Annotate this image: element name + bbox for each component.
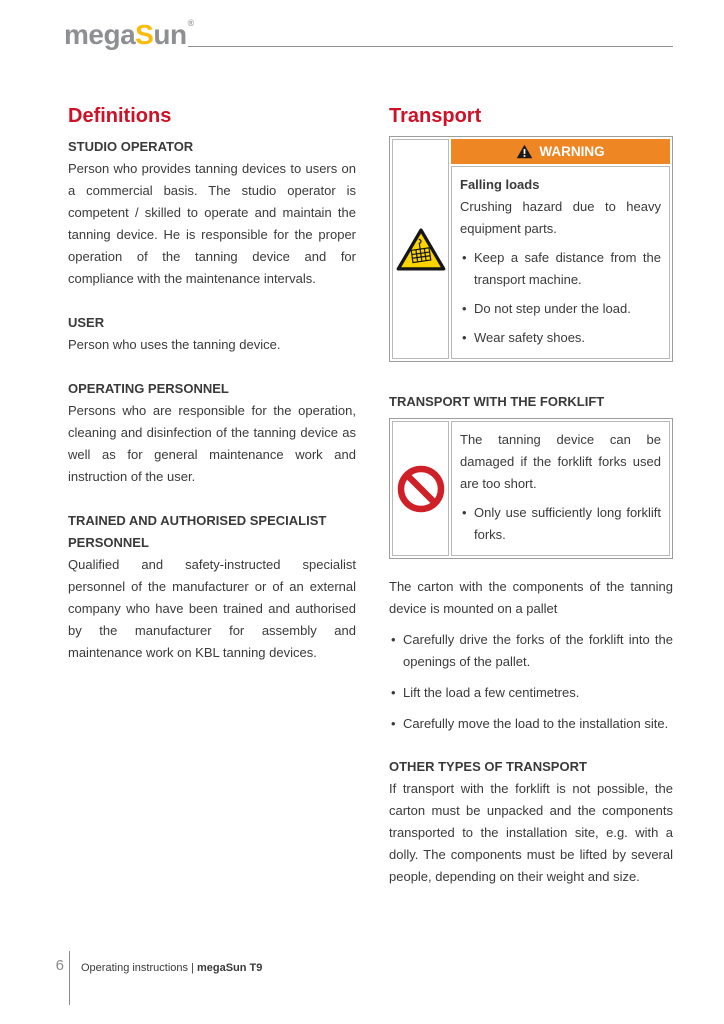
carton-intro: The carton with the components of the tanning device is mounted on a pallet	[389, 579, 673, 616]
forklift-box-icon-cell	[392, 421, 449, 556]
warning-box-content	[451, 166, 670, 359]
section-user	[68, 312, 356, 356]
warning-subject: Falling loads	[460, 177, 540, 192]
forklift-box-bullet-list	[460, 495, 661, 546]
megasun-logo	[64, 18, 194, 51]
carton-instructions	[389, 576, 673, 735]
transport-title: Transport	[389, 105, 482, 127]
carton-bullet: • Lift the load a few centimetres.	[389, 682, 673, 704]
forklift-box-bullet: • Only use sufficiently long forklift forks.	[460, 502, 661, 546]
warning-triangle-icon	[516, 144, 533, 159]
studio-operator-heading: STUDIO OPERATOR	[68, 139, 194, 154]
forklift-box-body: The tanning device can be damaged if the forklift forks used are too short.	[460, 432, 661, 491]
logo-text-un: un	[153, 19, 187, 50]
warning-bullet: • Do not step under the load.	[460, 298, 661, 320]
specialist-personnel-body: Qualified and safety-instructed specialist personnel of the manufacturer or of an external company who have been trained and authorised by the manufacturer for assembly and maintenance work on KBL tanning devices.	[68, 557, 356, 660]
page-number: 6	[55, 957, 64, 974]
falling-loads-warning-box	[389, 136, 673, 362]
carton-bullet-list	[389, 629, 673, 735]
warning-bullet: • Wear safety shoes.	[460, 327, 661, 349]
operating-personnel-heading: OPERATING PERSONNEL	[68, 381, 229, 396]
specialist-personnel-heading: TRAINED AND AUTHORISED SPECIALIST PERSONNEL	[68, 513, 327, 550]
header-rule	[188, 46, 673, 47]
definitions-title: Definitions	[68, 105, 172, 127]
section-other-transport	[389, 756, 673, 888]
definitions-column	[68, 104, 356, 664]
other-transport-body: If transport with the forklift is not possible, the carton must be unpacked and the components transported to the installation site, e.g. with a dolly. The components must be lifted by several people, depending on their weight and size.	[389, 781, 673, 884]
warning-body: Crushing hazard due to heavy equipment parts.	[460, 199, 661, 236]
other-transport-heading: OTHER TYPES OF TRANSPORT	[389, 759, 587, 774]
warning-header-bar	[451, 139, 670, 164]
warning-bullet: • Keep a safe distance from the transport machine.	[460, 247, 661, 291]
warning-box-icon-cell	[392, 139, 449, 359]
falling-loads-warning-icon	[395, 226, 447, 273]
warning-header-label: WARNING	[539, 144, 605, 159]
footer-label: Operating instructions |	[81, 962, 197, 974]
warning-bullet-list	[460, 247, 661, 349]
prohibition-icon	[396, 464, 446, 514]
user-heading: USER	[68, 315, 105, 330]
registered-trademark-symbol: ®	[187, 18, 194, 28]
carton-bullet: • Carefully move the load to the installation site.	[389, 713, 673, 735]
forklift-notice-box	[389, 418, 673, 559]
section-specialist-personnel	[68, 510, 356, 664]
footer-product-name: megaSun T9	[196, 962, 263, 974]
logo-text-mega: mega	[64, 19, 136, 50]
forklift-heading: TRANSPORT WITH THE FORKLIFT	[389, 394, 605, 409]
operating-personnel-body: Persons who are responsible for the operation, cleaning and disinfection of the tanning device as well as for general maintenance work and instruction of the user.	[68, 403, 356, 484]
transport-column	[389, 104, 673, 888]
logo-text-s: S	[135, 19, 154, 50]
footer-divider	[69, 951, 70, 1005]
forklift-box-content	[451, 421, 670, 556]
studio-operator-body: Person who provides tanning devices to users on a commercial basis. The studio operator is competent / skilled to operate and maintain the tanning device. He is responsible for the proper operation of the tanning device and for compliance with the maintenance intervals.	[68, 161, 356, 286]
section-operating-personnel	[68, 378, 356, 488]
footer-text	[81, 962, 262, 974]
carton-bullet: • Carefully drive the forks of the forklift into the openings of the pallet.	[389, 629, 673, 673]
section-studio-operator	[68, 136, 356, 290]
user-body: Person who uses the tanning device.	[68, 337, 281, 352]
